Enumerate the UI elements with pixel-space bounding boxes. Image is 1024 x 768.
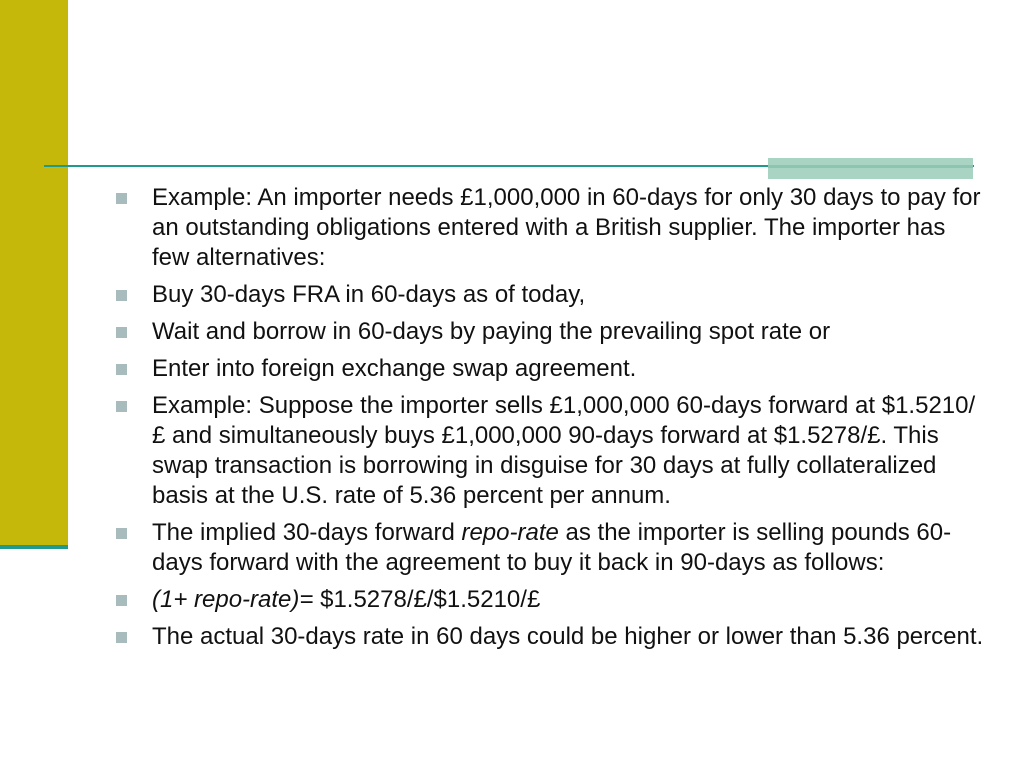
header-accent-line [768,165,973,168]
bullet-item [114,183,984,273]
square-bullet-icon [116,528,127,539]
left-band-underline [0,545,68,549]
header-accent-block [768,158,973,179]
bullet-text: Example: Suppose the importer sells £1,000,000 60-days forward at $1.5210/£ and simultaneously buys £1,000,000 90-days forward at $1.5278/£. This swap transaction is borrowing in disguise for 30 days at fully collateralized basis at the U.S. rate of 5.36 percent per annum. [152,392,976,509]
bullet-text-post: as the importer is selling pounds 60-days forward with the agreement to buy it back in 90-days as follows: [152,519,952,576]
square-bullet-icon [116,401,127,412]
bullet-item [114,518,984,578]
bullet-text: Wait and borrow in 60-days by paying the prevailing spot rate or [152,318,831,345]
square-bullet-icon [116,193,127,204]
bullet-item [114,391,984,511]
formula-value: $1.5278/£/$1.5210/£ [313,586,541,613]
square-bullet-icon [116,364,127,375]
bullet-item [114,585,984,615]
bullet-item [114,622,984,652]
formula-italic: (1+ repo-rate)= [152,586,314,613]
square-bullet-icon [116,290,127,301]
left-decorative-band [0,0,68,545]
bullet-text-italic: repo-rate [461,519,559,546]
bullet-text-pre: The implied 30-days forward [152,519,462,546]
bullet-item [114,280,984,310]
bullet-text: The actual 30-days rate in 60 days could be higher or lower than 5.36 percent. [152,623,984,650]
bullet-list [114,183,984,652]
bullet-text: Enter into foreign exchange swap agreement. [152,355,637,382]
square-bullet-icon [116,632,127,643]
bullet-text: Example: An importer needs £1,000,000 in 60-days for only 30 days to pay for an outstanding obligations entered with a British supplier. The importer has few alternatives: [152,184,981,271]
bullet-item [114,317,984,347]
square-bullet-icon [116,595,127,606]
bullet-text: Buy 30-days FRA in 60-days as of today, [152,281,586,308]
bullet-item [114,354,984,384]
square-bullet-icon [116,327,127,338]
slide-body [114,183,984,659]
